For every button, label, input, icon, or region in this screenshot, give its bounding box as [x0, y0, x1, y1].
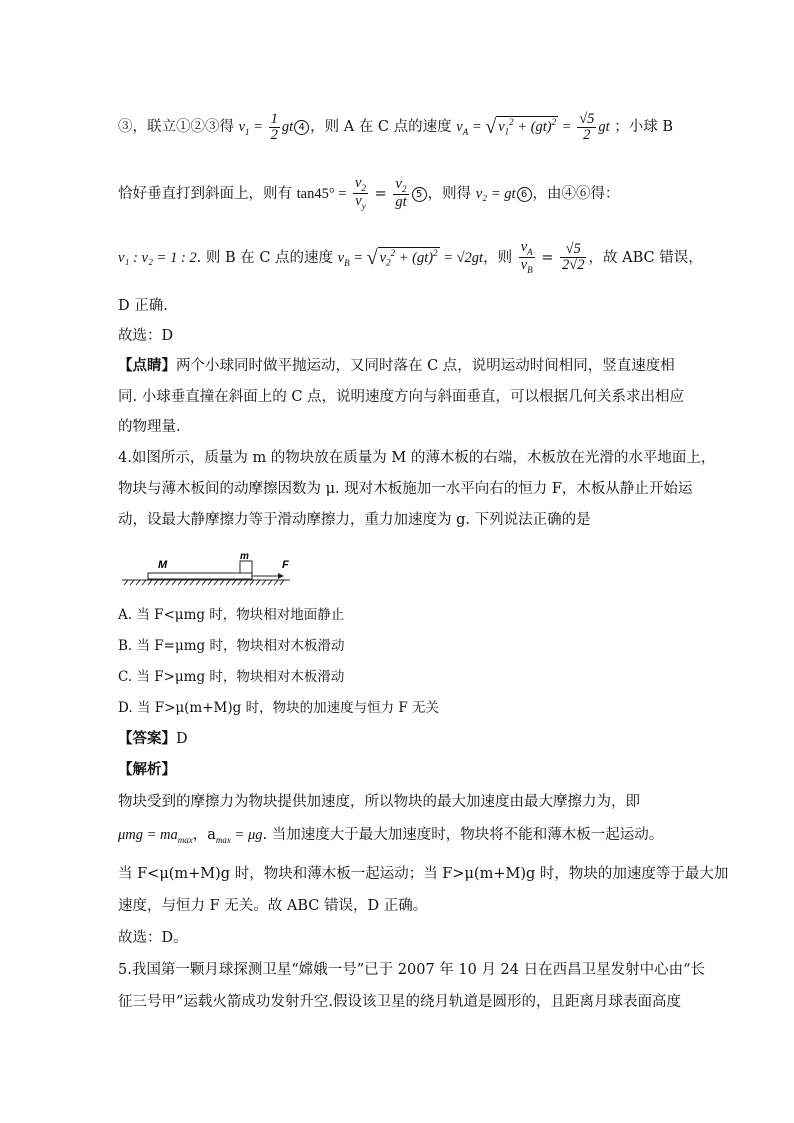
question-4-line-1: 4.如图所示，质量为 m 的物块放在质量为 M 的薄木板的右端，木板放在光滑的水平地面上，: [118, 450, 716, 466]
analysis-line-4: 速度，与恒力 F 无关。故 ABC 错误，D 正确。: [118, 898, 428, 914]
eq-va: $v_A$ = √ $v_1^2 + (gt)^2$ = $\frac{√5}{2}$ gt: [456, 111, 610, 144]
option-a: A. 当 F<μmg 时，物块相对地面静止: [118, 607, 345, 623]
question-5-line-1: 5.我国第一颗月球探测卫星“嫦娥一号”已于 2007 年 10 月 24 日在西昌卫星发射中心由“长: [118, 962, 706, 978]
block-rect: [240, 561, 252, 573]
board-block-figure: [118, 546, 298, 586]
text-span: ③，联立①②③得: [118, 119, 234, 136]
text-span: ，则: [483, 249, 513, 266]
option-c: C. 当 F>μmg 时，物块相对木板滑动: [118, 669, 345, 685]
text-span: ，由④⑥得：: [532, 185, 620, 202]
formula-1: μmg = ma: [118, 827, 178, 843]
board-rect: [148, 573, 252, 579]
text-span: ，则 A 在 C 点的速度: [310, 119, 452, 136]
analysis-line-1: 物块受到的摩擦力为物块提供加速度，所以物块的最大加速度由最大摩擦力为，即: [118, 794, 640, 810]
circle-4: 4: [294, 120, 309, 135]
eq-ratio: v₁ : v₂ = 1 : 2: [118, 249, 197, 266]
question-4-line-3: 动，设最大静摩擦力等于滑动摩擦力，重力加速度为 g. 下列说法正确的是: [118, 512, 591, 528]
sub-max: max: [177, 834, 193, 845]
text-span: ，故 ABC 错误，: [588, 249, 703, 266]
fraction-sqrt5-2: $\frac{√5}{2}$: [579, 111, 595, 144]
option-d: D. 当 F>μ(m+M)g 时，物块的加速度与恒力 F 无关: [118, 700, 440, 716]
dianjing-line-2: 同. 小球垂直撞在斜面上的 C 点，说明速度方向与斜面垂直，可以根据几何关系求出相应: [118, 389, 685, 405]
fraction-v2-gt: $\frac{v_2}{gt}$: [395, 176, 407, 211]
fraction-va-vb: $\frac{v_A}{v_B}$: [520, 239, 533, 276]
label-M: M: [158, 559, 168, 571]
text-span: ；小球 B: [614, 119, 674, 136]
label-m: m: [240, 551, 249, 562]
eq-v1: $v_1$ = $\frac{1}{2}$ gt: [238, 111, 294, 144]
sub-max: max: [215, 834, 231, 845]
label-F: F: [282, 559, 289, 571]
fraction-sqrt5-2sqrt2: $\frac{√5}{2√2}$: [562, 241, 585, 274]
analysis-line-2: [118, 823, 663, 845]
solution-line-2: 恰好垂直打到斜面上，则有 tan45° = $\frac{v_2}{v_y}$ = $\frac{v_2}{gt}$ 5 ，则得 v₂ = gt 6 ，由④⑥得：: [118, 175, 620, 212]
text-span: ，a: [192, 827, 216, 843]
question-4-line-2: 物块与薄木板间的动摩擦因数为 μ. 现对木板施加一水平向右的恒力 F，木板从静止开始运: [118, 481, 693, 497]
text-span: ，则得: [427, 185, 472, 202]
answer-tag: 【答案】: [118, 730, 176, 747]
formula-2: = μg: [230, 827, 263, 843]
eq-tan45: tan45° =: [296, 185, 347, 202]
option-b: B. 当 F=μmg 时，物块相对木板滑动: [118, 638, 345, 654]
solution-choice: 故选：D: [118, 328, 174, 344]
solution-line-1: [118, 112, 673, 143]
text-span: 两个小球同时做平抛运动，又同时落在 C 点，说明运动时间相同，竖直速度相: [176, 358, 675, 374]
text-span: 恰好垂直打到斜面上，则有: [118, 185, 292, 202]
eq-vb: $v_B$ = √ $v_2^2 + (gt)^2 = √2gt$: [337, 246, 484, 269]
solution-line-3: v₁ : v₂ = 1 : 2. 则 B 在 C 点的速度 $v_B$ = √ $v_2^2 + (gt)^2 = √2gt$，则 $\frac{v_A}{v_B}$ = $\frac{√5}{2√2}$ ，故 ABC 错误，: [118, 239, 703, 276]
vb-value: = √2gt: [443, 249, 484, 266]
analysis-choice: 故选：D。: [118, 930, 188, 946]
answer-value: D: [176, 731, 188, 747]
eq-v2: v₂ = gt: [475, 185, 516, 202]
fraction-v2-vy: $\frac{v_2}{v_y}$: [355, 175, 366, 212]
analysis-line-3: 当 F<μ(m+M)g 时，物块和薄木板一起运动；当 F>μ(m+M)g 时，物块的加速度等于最大加: [118, 866, 729, 882]
dianjing-line-3: 的物理量.: [118, 419, 181, 435]
dianjing-tag: 【点睛】: [118, 357, 176, 374]
circle-6: 6: [517, 187, 532, 202]
dianjing-line-1: [118, 354, 675, 375]
circle-5: 5: [412, 187, 427, 202]
answer-line: [118, 727, 188, 748]
fraction-half: $\frac{1}{2}$: [270, 111, 278, 144]
text-span: . 则 B 在 C 点的速度: [196, 249, 334, 266]
question-5-line-2: 征三号甲”运载火箭成功发射升空.假设该卫星的绕月轨道是圆形的，且距离月球表面高度: [118, 994, 682, 1010]
analysis-tag: 【解析】: [118, 761, 176, 778]
solution-line-4: D 正确.: [118, 298, 168, 314]
text-span: . 当加速度大于最大加速度时，物块将不能和薄木板一起运动。: [262, 827, 664, 843]
